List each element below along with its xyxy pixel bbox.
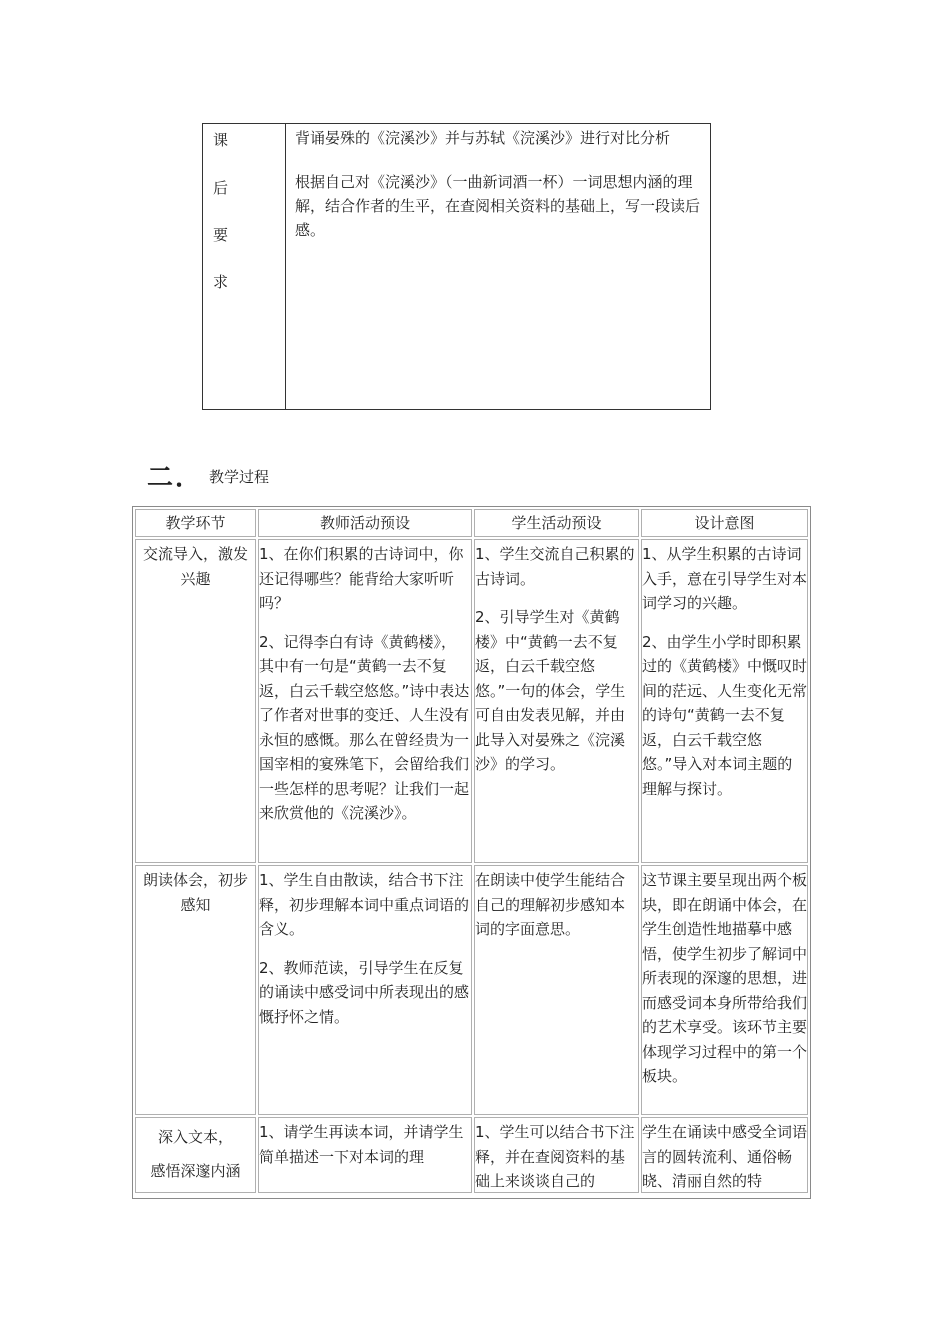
table-header-cell: 设计意图 [641,509,808,537]
table-cell-intent [641,865,808,1115]
homework-label-char: 要 [213,226,229,244]
design-intent: 学生在诵读中感受全词语言的圆转流利、通俗畅晓、清丽自然的特 [642,1123,808,1190]
student-activity: 2、引导学生对《黄鹤楼》中“黄鹤一去不复返，白云千载空悠悠。”一句的体会，学生可自由发表见解，并由此导入对晏殊之《浣溪沙》的学习。 [475,608,626,773]
homework-label-char: 课 [213,131,229,149]
table-cell-student [474,1117,639,1193]
homework-paragraph: 根据自己对《浣溪沙》（一曲新词酒一杯）一词思想内涵的理解，结合作者的生平，在查阅相关资料的基础上，写一段读后感。 [295,173,701,239]
homework-label-char: 后 [213,179,229,197]
homework-label-char: 求 [213,273,229,291]
teacher-activity: 1、请学生再读本词，并请学生简单描述一下对本词的理 [259,1123,464,1166]
table-cell-stage [135,1117,256,1193]
table-cell-teacher [258,865,472,1115]
section-title: 教学过程 [209,468,270,486]
teacher-activity: 2、教师范读，引导学生在反复的诵读中感受词中所表现出的感慨抒怀之情。 [259,958,470,1026]
design-intent: 这节课主要呈现出两个板块，即在朗诵中体会，在学生创造性地描摹中感悟，使学生初步了解词中所表现的深邃的思想，进而感受词本身所带给我们的艺术享受。该环节主要体现学习过程中的第一个板块。 [642,871,808,1085]
student-activity: 1、学生可以结合书下注释，并在查阅资料的基础上来谈谈自己的 [475,1123,635,1190]
table-header-cell: 教师活动预设 [258,509,472,537]
table-cell-teacher [258,1117,472,1193]
table-cell-teacher [258,539,472,863]
teacher-activity: 2、记得李白有诗《黄鹤楼》，其中有一句是“黄鹤一去不复返，白云千载空悠悠。”诗中表达了作者对世事的变迁、人生没有永恒的感慨。那么在曾经贵为一国宰相的宴殊笔下，会留给我们一些怎样的思考呢？让我们一起来欣赏他的《浣溪沙》。 [259,632,470,822]
table-cell-intent [641,539,808,863]
student-activity: 在朗读中使学生能结合自己的理解初步感知本词的字面意思。 [475,871,626,938]
design-intent: 2、由学生小学时即积累过的《黄鹤楼》中慨叹时间的茫远、人生变化无常的诗句“黄鹤一去不复返，白云千载空悠悠。”导入对本词主题的理解与探讨。 [642,632,808,798]
stage-text: 朗读体会，初步感知 [142,871,248,914]
design-intent: 1、从学生积累的古诗词入手，意在引导学生对本词学习的兴趣。 [642,545,808,612]
homework-paragraph: 背诵晏殊的《浣溪沙》并与苏轼《浣溪沙》进行对比分析 [295,129,671,147]
homework-label-column [203,124,286,409]
section-number: 二． [147,463,204,493]
homework-table [202,123,711,410]
table-header-cell: 教学环节 [135,509,256,537]
student-activity: 1、学生交流自己积累的古诗词。 [475,545,635,588]
homework-content [295,126,705,262]
stage-text-line: 感悟深邃内涵 [150,1162,241,1180]
stage-text-line: 深入文本， [157,1128,233,1146]
table-cell-student [474,539,639,863]
table-cell-stage [135,865,256,1115]
teacher-activity: 1、在你们积累的古诗词中，你还记得哪些？能背给大家听听吗？ [259,545,464,612]
teacher-activity: 1、学生自由散读，结合书下注释，初步理解本词中重点词语的含义。 [259,871,470,938]
process-table [132,506,811,1199]
table-cell-student [474,865,639,1115]
table-cell-stage [135,539,256,863]
table-cell-intent [641,1117,808,1193]
table-header-cell: 学生活动预设 [474,509,639,537]
stage-text: 交流导入，激发兴趣 [142,545,248,588]
